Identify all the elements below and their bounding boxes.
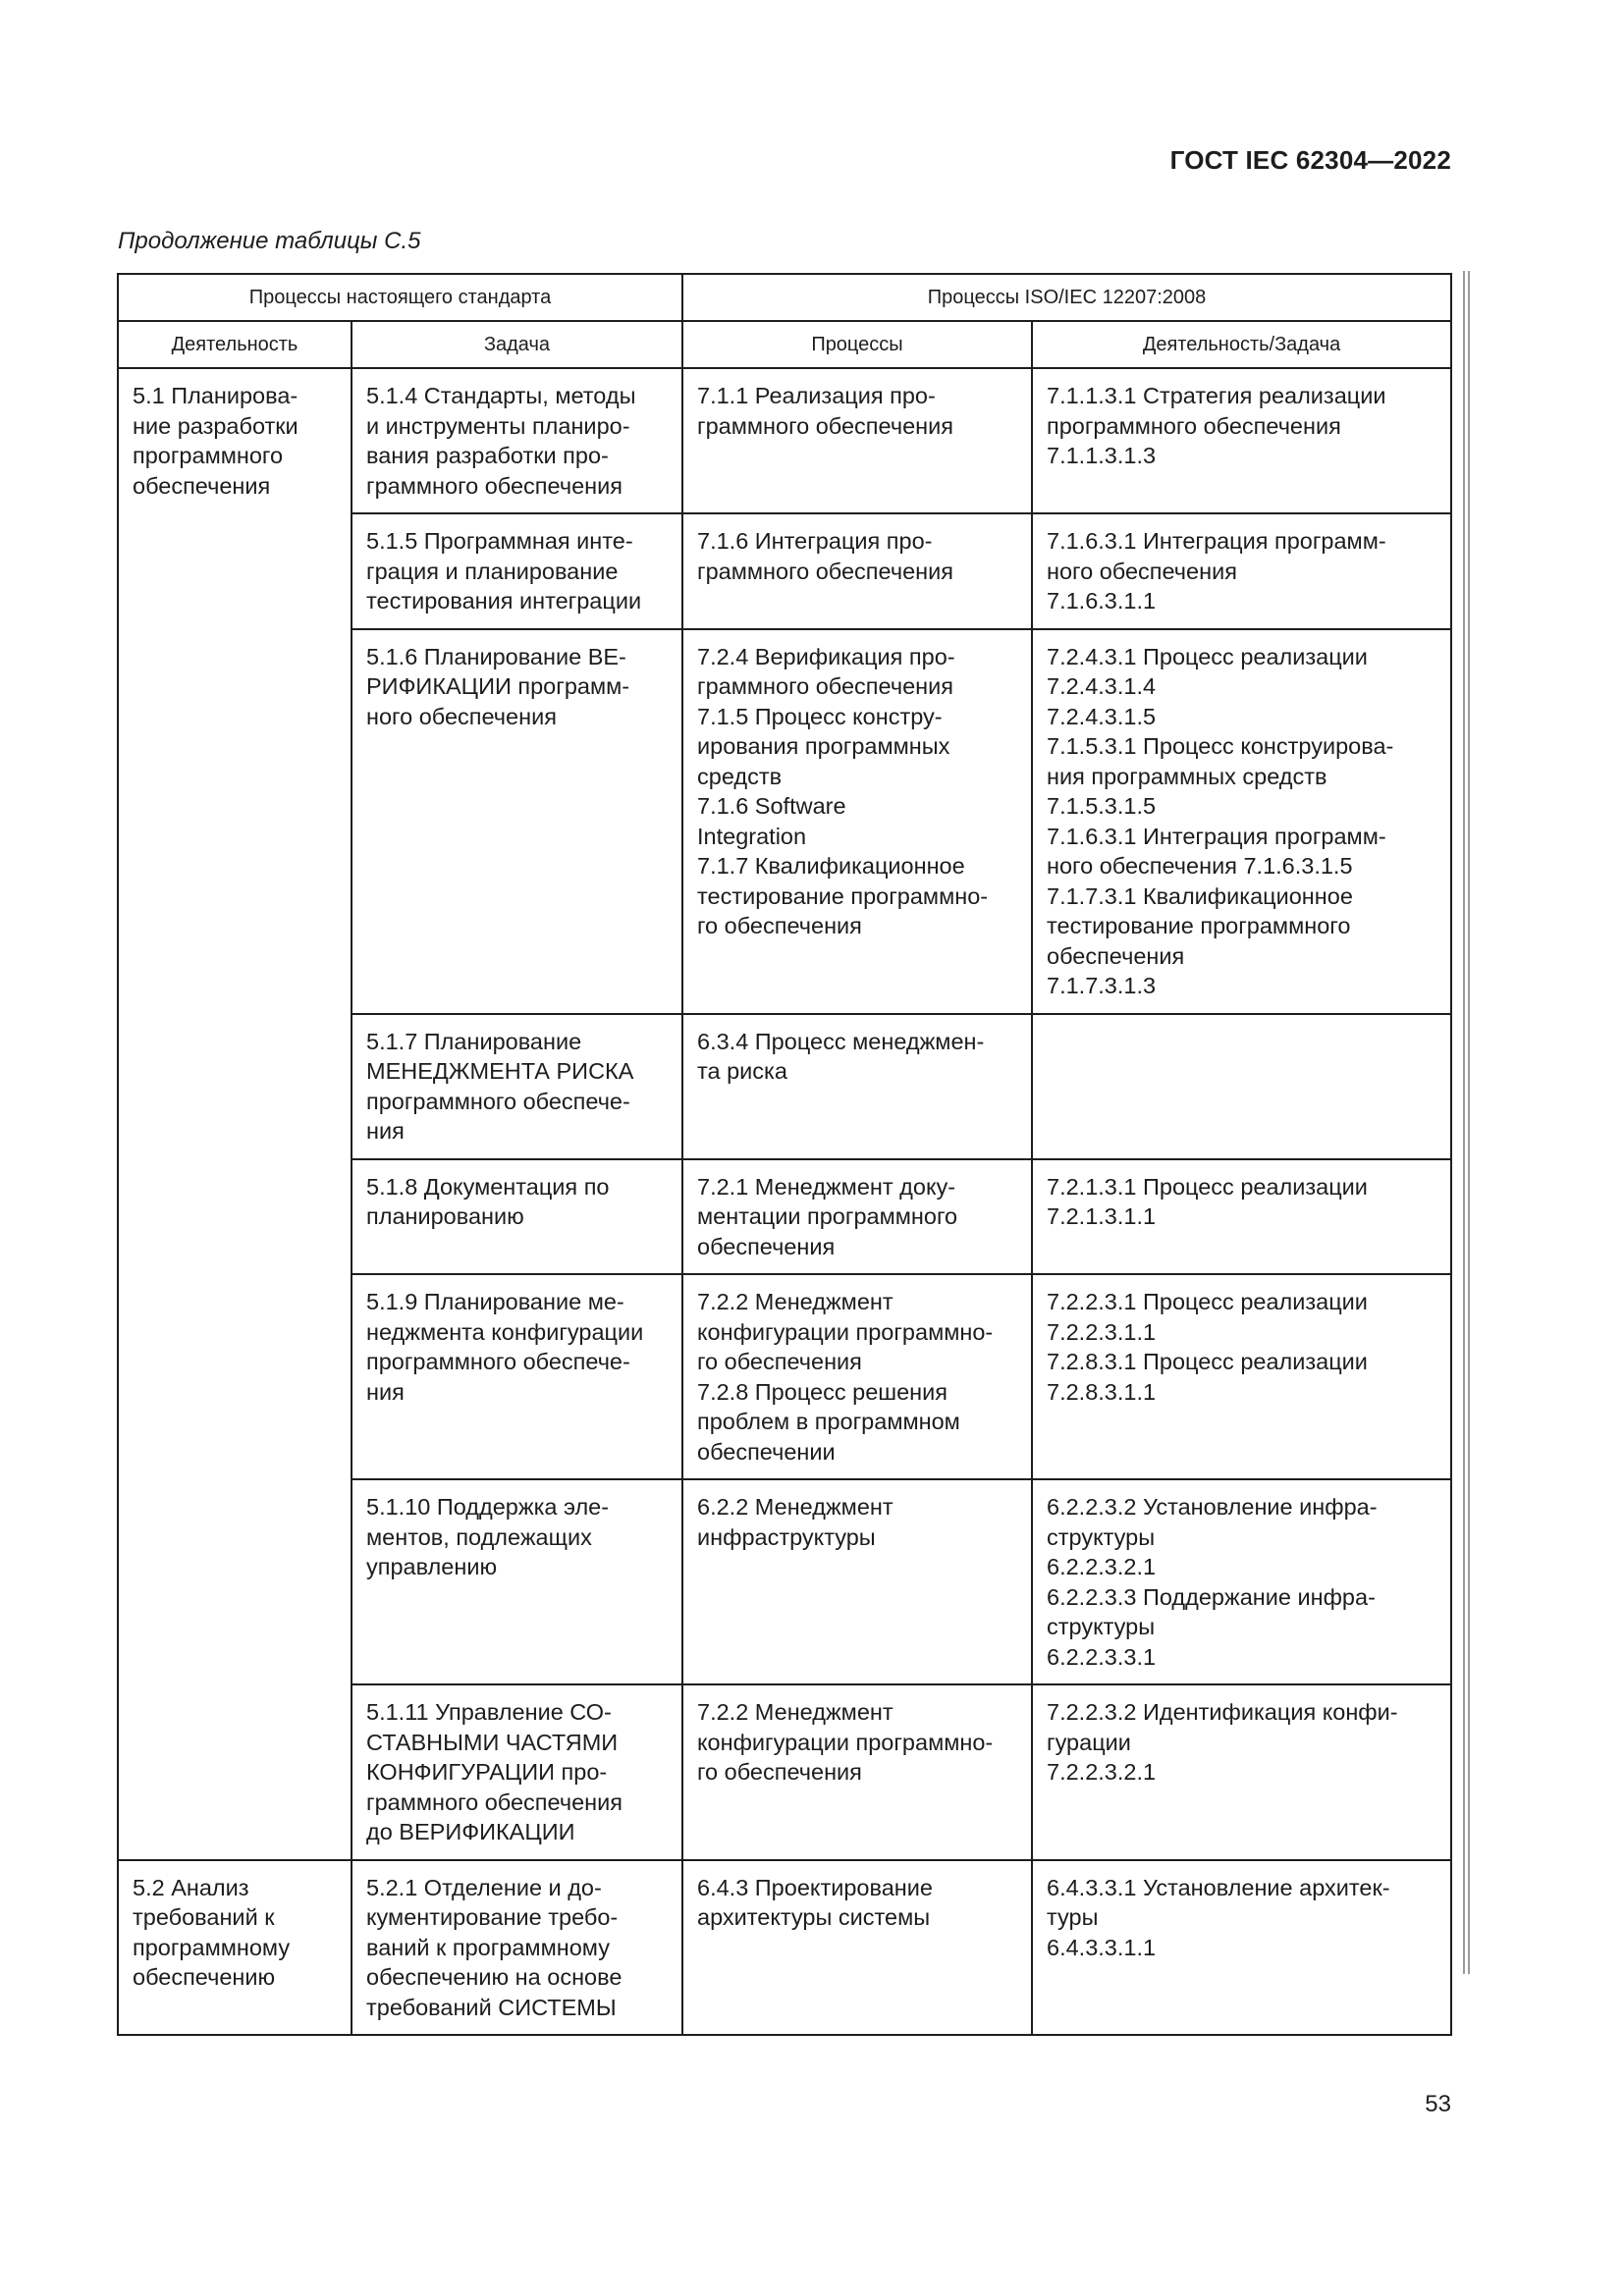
activity-cell-line: обеспечения bbox=[133, 472, 271, 499]
activity-task-cell-line: 7.2.2.3.2.1 bbox=[1047, 1759, 1157, 1785]
task-cell-line: ного обеспечения bbox=[366, 703, 557, 729]
group-header-row bbox=[118, 274, 1451, 321]
activity-task-cell-line: ного обеспечения 7.1.6.3.1.5 bbox=[1047, 853, 1353, 879]
process-cell-line: 7.1.7 Квалификационное bbox=[697, 853, 965, 879]
activity-cell-line: 5.2 Анализ bbox=[133, 1874, 249, 1900]
process-cell bbox=[682, 1684, 1032, 1860]
process-cell-line: 6.3.4 Процесс менеджмен- bbox=[697, 1028, 985, 1054]
process-cell-line: обеспечения bbox=[697, 1233, 836, 1259]
process-cell-line: средств bbox=[697, 763, 783, 789]
activity-task-cell-line: 7.2.4.3.1 Процесс реализации bbox=[1047, 643, 1368, 669]
process-cell-line: 7.1.6 Software bbox=[697, 793, 846, 819]
task-cell-line: МЕНЕДЖМЕНТА РИСКА bbox=[366, 1058, 634, 1084]
activity-task-cell-line: 7.1.6.3.1 Интеграция программ- bbox=[1047, 528, 1386, 554]
table-row bbox=[118, 368, 1451, 513]
process-cell-line: 7.1.1 Реализация про- bbox=[697, 383, 936, 408]
process-cell-line: архитектуры системы bbox=[697, 1904, 931, 1930]
task-cell-line: РИФИКАЦИИ программ- bbox=[366, 673, 630, 699]
task-cell bbox=[352, 513, 682, 629]
activity-task-cell-line: ного обеспечения bbox=[1047, 558, 1237, 584]
activity-task-cell-line: 7.1.1.3.1 Стратегия реализации bbox=[1047, 383, 1386, 408]
task-cell-line: программного обеспече- bbox=[366, 1349, 630, 1374]
task-cell-line: грация и планирование bbox=[366, 558, 619, 584]
activity-cell-line: 5.1 Планирова- bbox=[133, 383, 298, 408]
task-cell-line: 5.1.4 Стандарты, методы bbox=[366, 383, 636, 408]
process-cell-line: 7.1.5 Процесс констру- bbox=[697, 703, 943, 729]
task-cell bbox=[352, 1014, 682, 1159]
task-cell-line: 5.1.9 Планирование ме- bbox=[366, 1289, 624, 1314]
task-cell-line: кументирование требо- bbox=[366, 1904, 619, 1930]
task-cell-line: ния bbox=[366, 1378, 405, 1405]
task-cell-line: неджмента конфигурации bbox=[366, 1318, 644, 1345]
table-caption: Продолжение таблицы С.5 bbox=[118, 228, 421, 254]
mapping-table bbox=[117, 273, 1452, 2036]
process-cell-line: 6.4.3 Проектирование bbox=[697, 1874, 933, 1900]
task-cell-line: до ВЕРИФИКАЦИИ bbox=[366, 1819, 575, 1844]
task-cell-line: 5.1.6 Планирование ВЕ- bbox=[366, 643, 626, 669]
process-cell-line: 7.2.4 Верификация про- bbox=[697, 643, 955, 669]
activity-task-cell-line: туры bbox=[1047, 1904, 1099, 1930]
activity-task-cell bbox=[1032, 513, 1451, 629]
activity-task-cell-line: 7.1.7.3.1 Квалификационное bbox=[1047, 882, 1353, 909]
group-header-iso: Процессы ISO/IEC 12207:2008 bbox=[682, 274, 1451, 321]
process-cell-line: конфигурации программно- bbox=[697, 1318, 994, 1345]
process-cell-line: проблем в программном bbox=[697, 1409, 960, 1434]
activity-cell-line: требований к bbox=[133, 1904, 275, 1930]
activity-task-cell-line: 6.2.2.3.2.1 bbox=[1047, 1554, 1157, 1579]
group-header-standard: Процессы настоящего стандарта bbox=[118, 274, 682, 321]
activity-task-cell-line: 6.4.3.3.1.1 bbox=[1047, 1934, 1157, 1960]
process-cell-line: 7.2.8 Процесс решения bbox=[697, 1378, 948, 1405]
task-cell-line: 5.1.11 Управление СО- bbox=[366, 1699, 612, 1725]
activity-cell-line: обеспечению bbox=[133, 1964, 276, 1990]
task-cell-line: тестирования интеграции bbox=[366, 588, 642, 614]
activity-task-cell-line: программного обеспечения bbox=[1047, 412, 1341, 439]
process-cell bbox=[682, 1479, 1032, 1684]
activity-task-cell-line: структуры bbox=[1047, 1614, 1156, 1639]
activity-task-cell-line: 7.1.7.3.1.3 bbox=[1047, 973, 1157, 998]
activity-task-cell-line: 7.1.5.3.1 Процесс конструирова- bbox=[1047, 733, 1394, 759]
activity-task-cell-line: 6.2.2.3.3 Поддержание инфра- bbox=[1047, 1583, 1376, 1610]
task-cell-line: вания разработки про- bbox=[366, 443, 609, 468]
process-cell bbox=[682, 368, 1032, 513]
process-cell-line: тестирование программно- bbox=[697, 882, 989, 909]
process-cell-line: 7.2.2 Менеджмент bbox=[697, 1289, 893, 1314]
table-row bbox=[118, 1860, 1451, 2036]
table-body bbox=[118, 368, 1451, 2035]
activity-task-cell bbox=[1032, 1014, 1451, 1159]
task-cell-line: требований СИСТЕМЫ bbox=[366, 1994, 617, 2020]
activity-task-cell-line: структуры bbox=[1047, 1523, 1156, 1550]
activity-task-cell bbox=[1032, 629, 1451, 1014]
activity-task-cell-line: 7.2.1.3.1.1 bbox=[1047, 1203, 1157, 1229]
process-cell bbox=[682, 1274, 1032, 1479]
process-cell-line: 7.1.6 Интеграция про- bbox=[697, 528, 933, 554]
process-cell-line: 7.2.2 Менеджмент bbox=[697, 1699, 893, 1725]
process-cell-line: граммного обеспечения bbox=[697, 558, 953, 584]
task-cell bbox=[352, 368, 682, 513]
task-cell bbox=[352, 1684, 682, 1860]
activity-task-cell-line: 6.2.2.3.2 Установление инфра- bbox=[1047, 1494, 1378, 1520]
column-header-activity-task: Деятельность/Задача bbox=[1032, 321, 1451, 368]
activity-task-cell-line: 7.1.1.3.1.3 bbox=[1047, 443, 1157, 468]
task-cell-line: обеспечению на основе bbox=[366, 1964, 623, 1990]
activity-task-cell bbox=[1032, 1274, 1451, 1479]
process-cell-line: та риска bbox=[697, 1058, 787, 1084]
process-cell-line: ментации программного bbox=[697, 1203, 958, 1229]
process-cell-line: го обеспечения bbox=[697, 1349, 862, 1374]
task-cell bbox=[352, 1159, 682, 1275]
activity-task-cell-line: обеспечения bbox=[1047, 942, 1185, 969]
activity-task-cell-line: 7.2.2.3.2 Идентификация конфи- bbox=[1047, 1699, 1398, 1725]
process-cell-line: ирования программных bbox=[697, 733, 950, 759]
activity-task-cell-line: гурации bbox=[1047, 1729, 1131, 1755]
task-cell-line: программного обеспече- bbox=[366, 1088, 630, 1114]
activity-task-cell-line: 7.1.6.3.1.1 bbox=[1047, 588, 1157, 614]
column-header-row bbox=[118, 321, 1451, 368]
process-cell-line: инфраструктуры bbox=[697, 1523, 876, 1550]
task-cell-line: КОНФИГУРАЦИИ про- bbox=[366, 1759, 608, 1785]
task-cell-line: управлению bbox=[366, 1554, 498, 1579]
activity-cell bbox=[118, 1860, 352, 2036]
document-code: ГОСТ IEC 62304—2022 bbox=[1169, 145, 1451, 175]
activity-cell-line: ние разработки bbox=[133, 412, 298, 439]
task-cell-line: 5.1.5 Программная инте- bbox=[366, 528, 633, 554]
activity-task-cell-line: 7.1.6.3.1 Интеграция программ- bbox=[1047, 823, 1386, 849]
activity-task-cell-line: 7.2.1.3.1 Процесс реализации bbox=[1047, 1173, 1368, 1200]
activity-task-cell-line: 7.2.8.3.1.1 bbox=[1047, 1378, 1157, 1405]
activity-task-cell-line: 7.1.5.3.1.5 bbox=[1047, 793, 1157, 819]
mapping-table-container bbox=[117, 273, 1450, 2036]
activity-task-cell bbox=[1032, 1159, 1451, 1275]
task-cell bbox=[352, 1479, 682, 1684]
task-cell bbox=[352, 1860, 682, 2036]
activity-cell-line: программного bbox=[133, 443, 284, 468]
process-cell bbox=[682, 1159, 1032, 1275]
process-cell-line: го обеспечения bbox=[697, 913, 862, 938]
task-cell bbox=[352, 1274, 682, 1479]
process-cell-line: Integration bbox=[697, 823, 807, 849]
task-cell-line: граммного обеспечения bbox=[366, 472, 623, 499]
margin-rule bbox=[1463, 271, 1470, 1974]
task-cell-line: 5.1.7 Планирование bbox=[366, 1028, 582, 1054]
process-cell-line: го обеспечения bbox=[697, 1759, 862, 1785]
task-cell-line: граммного обеспечения bbox=[366, 1789, 623, 1815]
activity-task-cell-line: 7.2.8.3.1 Процесс реализации bbox=[1047, 1349, 1368, 1374]
activity-cell-line: программному bbox=[133, 1934, 291, 1960]
task-cell-line: 5.1.8 Документация по bbox=[366, 1173, 610, 1200]
page-number: 53 bbox=[1425, 2091, 1451, 2117]
column-header-task: Задача bbox=[352, 321, 682, 368]
activity-task-cell bbox=[1032, 368, 1451, 513]
process-cell-line: 6.2.2 Менеджмент bbox=[697, 1494, 893, 1520]
task-cell-line: планированию bbox=[366, 1203, 524, 1229]
activity-task-cell bbox=[1032, 1479, 1451, 1684]
activity-task-cell bbox=[1032, 1860, 1451, 2036]
activity-task-cell-line: 7.2.4.3.1.4 bbox=[1047, 673, 1157, 699]
process-cell bbox=[682, 513, 1032, 629]
column-header-processes: Процессы bbox=[682, 321, 1032, 368]
process-cell-line: конфигурации программно- bbox=[697, 1729, 994, 1755]
process-cell-line: обеспечении bbox=[697, 1438, 836, 1465]
activity-task-cell-line: 7.2.2.3.1 Процесс реализации bbox=[1047, 1289, 1368, 1314]
activity-task-cell-line: ния программных средств bbox=[1047, 763, 1327, 789]
task-cell-line: 5.1.10 Поддержка эле- bbox=[366, 1494, 610, 1520]
activity-task-cell bbox=[1032, 1684, 1451, 1860]
process-cell bbox=[682, 629, 1032, 1014]
activity-task-cell-line: 6.2.2.3.3.1 bbox=[1047, 1643, 1157, 1670]
process-cell-line: граммного обеспечения bbox=[697, 412, 953, 439]
task-cell-line: и инструменты планиро- bbox=[366, 412, 630, 439]
task-cell-line: ваний к программному bbox=[366, 1934, 610, 1960]
task-cell bbox=[352, 629, 682, 1014]
activity-task-cell-line: 7.2.4.3.1.5 bbox=[1047, 703, 1157, 729]
activity-task-cell-line: тестирование программного bbox=[1047, 913, 1351, 938]
activity-task-cell-line: 7.2.2.3.1.1 bbox=[1047, 1318, 1157, 1345]
process-cell bbox=[682, 1014, 1032, 1159]
task-cell-line: ментов, подлежащих bbox=[366, 1523, 592, 1550]
process-cell-line: 7.2.1 Менеджмент доку- bbox=[697, 1173, 956, 1200]
process-cell bbox=[682, 1860, 1032, 2036]
process-cell-line: граммного обеспечения bbox=[697, 673, 953, 699]
column-header-activity: Деятельность bbox=[118, 321, 352, 368]
task-cell-line: СТАВНЫМИ ЧАСТЯМИ bbox=[366, 1729, 619, 1755]
activity-cell bbox=[118, 368, 352, 1860]
activity-task-cell-line: 6.4.3.3.1 Установление архитек- bbox=[1047, 1874, 1390, 1900]
task-cell-line: 5.2.1 Отделение и до- bbox=[366, 1874, 602, 1900]
task-cell-line: ния bbox=[366, 1118, 405, 1144]
